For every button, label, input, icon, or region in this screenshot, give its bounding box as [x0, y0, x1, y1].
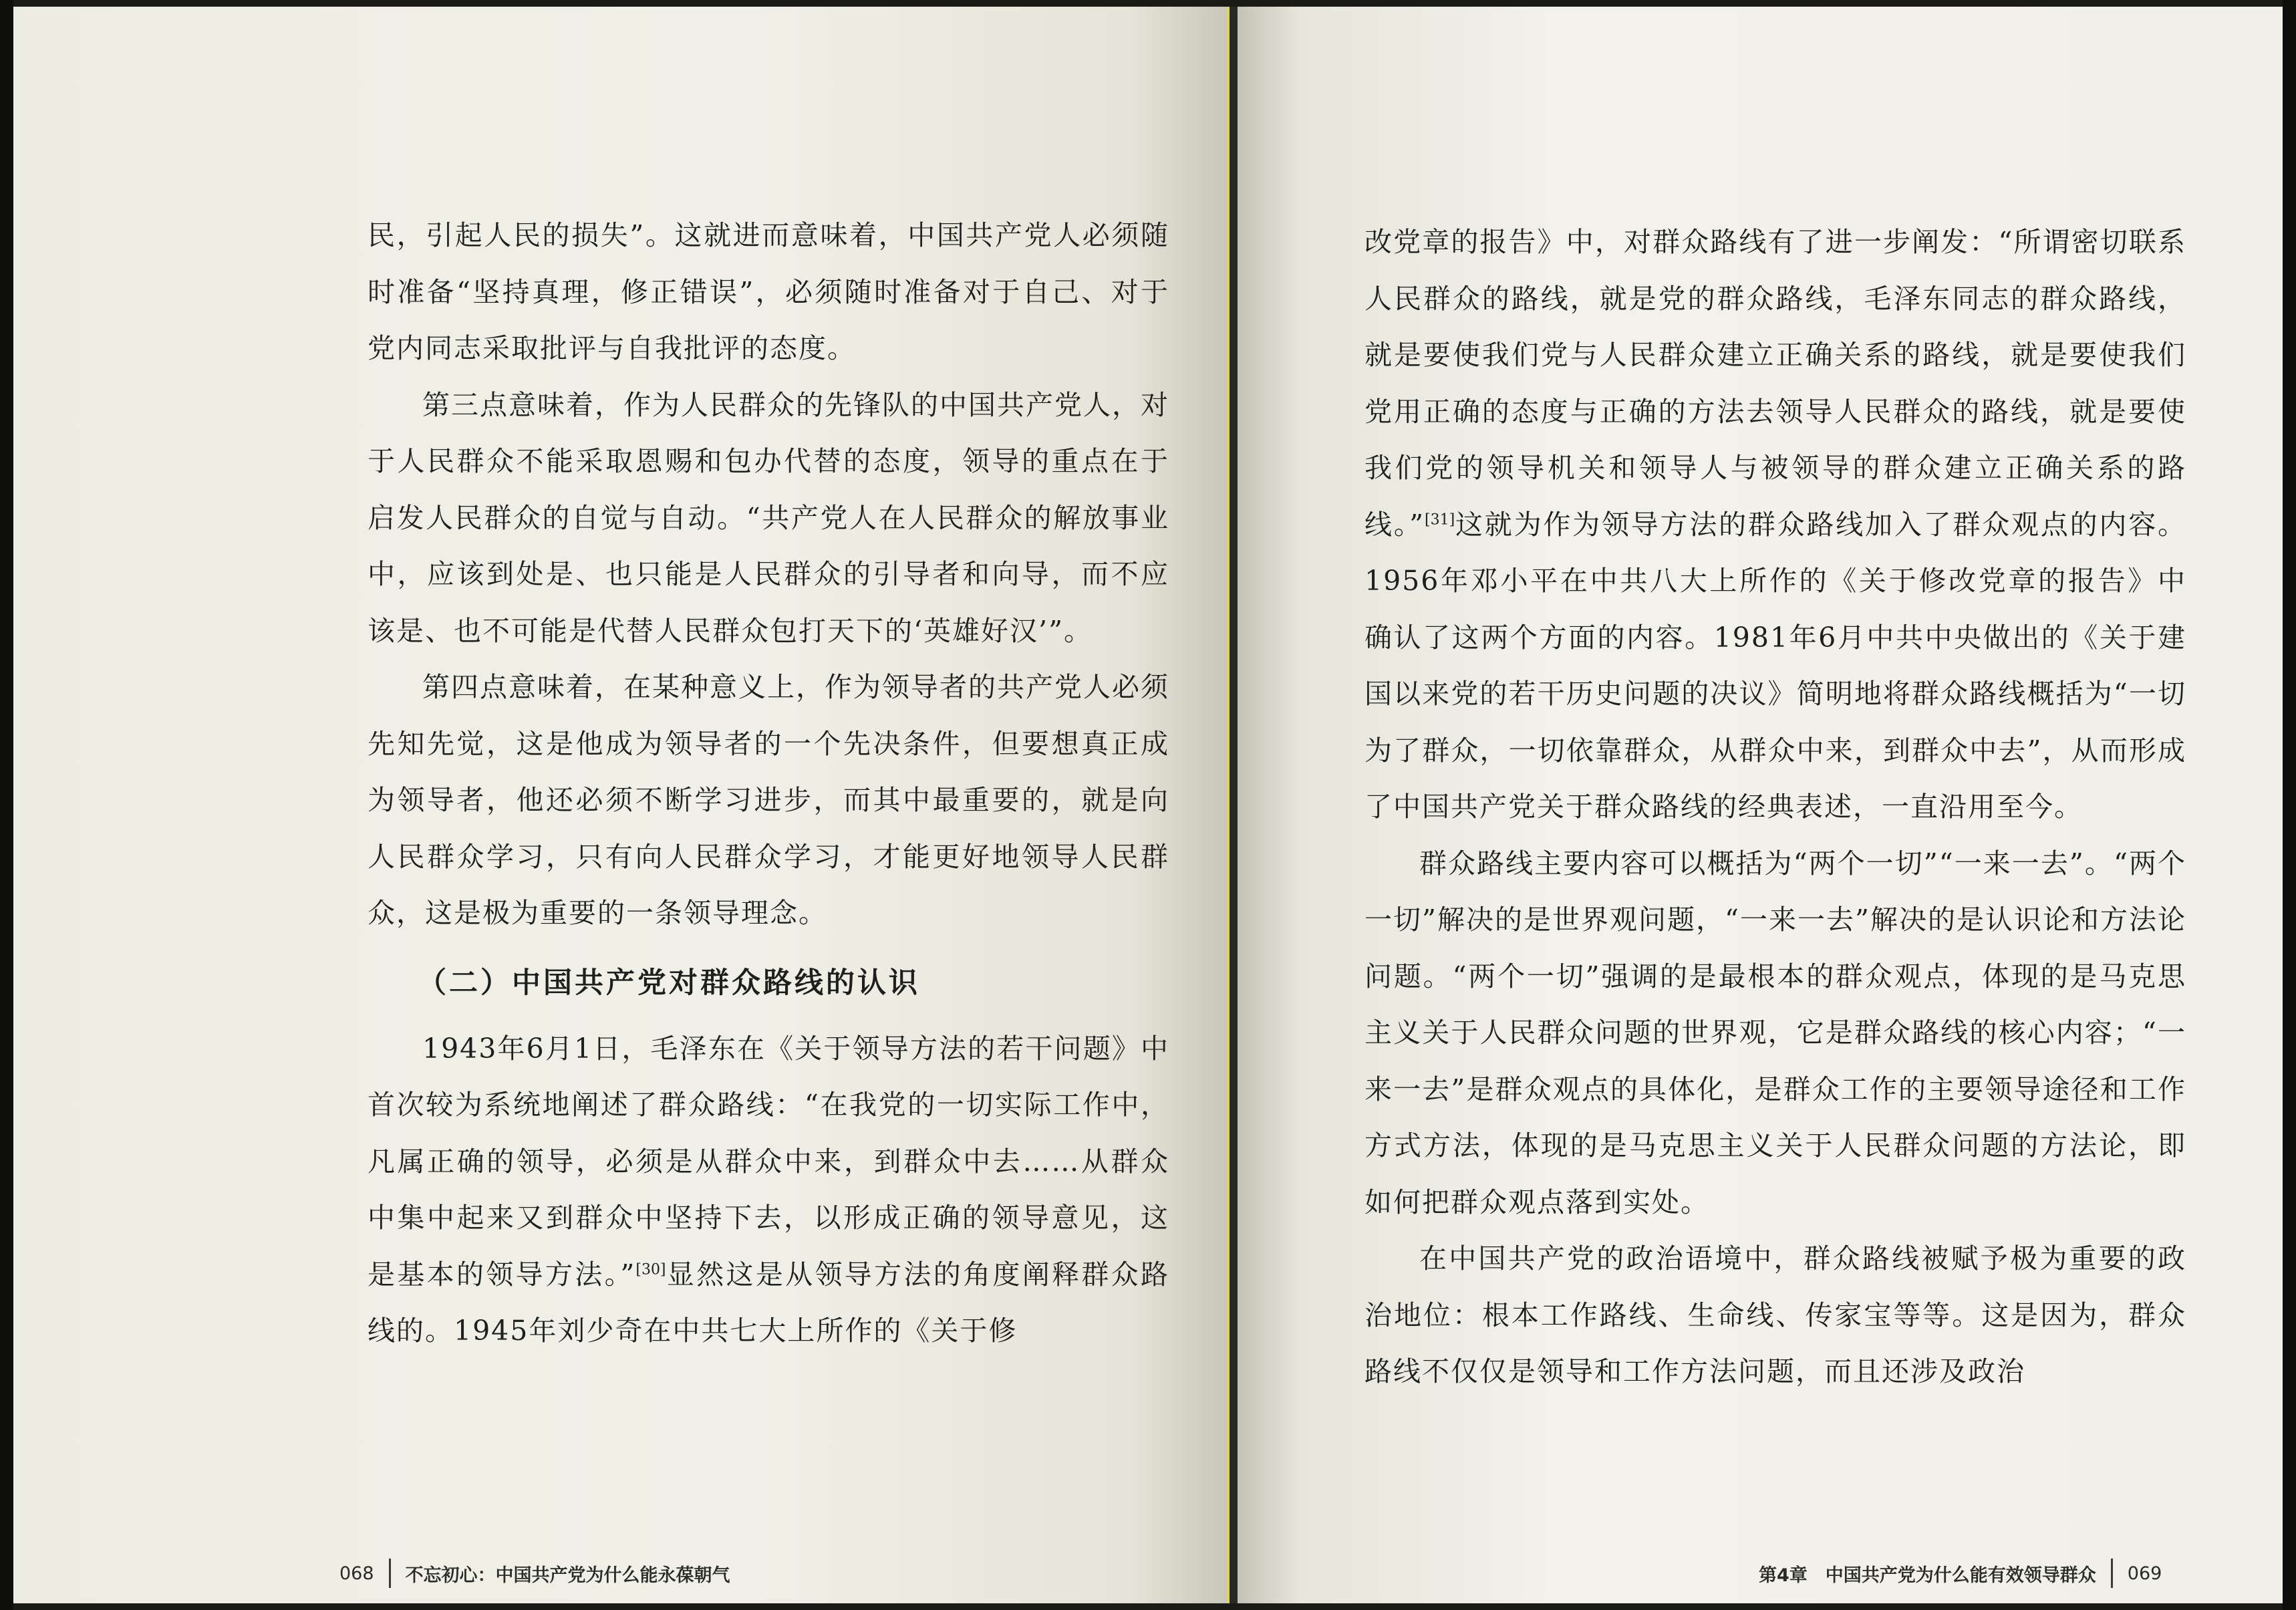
book-gutter: [1230, 7, 1238, 1603]
left-footer: [339, 1559, 730, 1588]
section-heading: （二）中国共产党对群众路线的认识: [418, 966, 920, 1000]
right-footer: [1759, 1559, 2162, 1588]
right-paragraph-2: 群众路线主要内容可以概括为“两个一切”“一来一去”。“两个一切”解决的是世界观问题，“一来一去”解决的是认识论和方法论问题。“两个一切”强调的是最根本的群众观点，体现的是马克思主义关于人民群众问题的世界观，它是群众路线的核心内容；“一来一去”是群众观点的具体化，是群众工作的主要领导途径和工作方式方法，体现的是马克思主义关于人民群众问题的方法论，即如何把群众观点落到实处。: [1365, 847, 2186, 1218]
footer-divider: [2111, 1559, 2113, 1588]
left-page-text: [368, 207, 1169, 1359]
left-running-title: 不忘初心：中国共产党为什么能永葆朝气: [405, 1565, 730, 1586]
right-page: [1238, 7, 2283, 1603]
right-page-number: 069: [2127, 1563, 2162, 1584]
left-paragraph-4: [368, 1021, 1169, 1359]
left-paragraph-4-text-a: 1943年6月1日，毛泽东在《关于领导方法的若干问题》中首次较为系统地阐述了群众路线：“在我党的一切实际工作中，凡属正确的领导，必须是从群众中来，到群众中去……从群众中集中起来又到群众中坚持下去，以形成正确的领导意见，这是基本的领导方法。”: [368, 1032, 1169, 1291]
right-paragraph-1-text-a: 改党章的报告》中，对群众路线有了进一步阐发：“所谓密切联系人民群众的路线，就是党的群众路线，毛泽东同志的群众路线，就是要使我们党与人民群众建立正确关系的路线，就是要使我们党用正确的态度与正确的方法去领导人民群众的路线，就是要使我们党的领导机关和领导人与被领导的群众建立正确关系的路线。”: [1365, 226, 2186, 541]
right-paragraph-3: 在中国共产党的政治语境中，群众路线被赋予极为重要的政治地位：根本工作路线、生命线、传家宝等等。这是因为，群众路线不仅仅是领导和工作方法问题，而且还涉及政治: [1365, 1242, 2186, 1387]
book-spread: [13, 7, 2283, 1603]
footer-divider: [389, 1559, 391, 1588]
footnote-ref-31: [31]: [1425, 511, 1455, 528]
left-paragraph-2: 第三点意味着，作为人民群众的先锋队的中国共产党人，对于人民群众不能采取恩赐和包办代替的态度，领导的重点在于启发人民群众的自觉与自动。“共产党人在人民群众的解放事业中，应该到处是、也只能是人民群众的引导者和向导，而不应该是、也不可能是代替人民群众包打天下的‘英雄好汉’”。: [368, 388, 1169, 647]
left-page: [13, 7, 1230, 1603]
left-paragraph-3: 第四点意味着，在某种意义上，作为领导者的共产党人必须先知先觉，这是他成为领导者的一个先决条件，但要想真正成为领导者，他还必须不断学习进步，而其中最重要的，就是向人民群众学习，只有向人民群众学习，才能更好地领导人民群众，这是极为重要的一条领导理念。: [368, 671, 1169, 929]
right-paragraph-1-text-b: 这就为作为领导方法的群众路线加入了群众观点的内容。1956年邓小平在中共八大上所作的《关于修改党章的报告》中确认了这两个方面的内容。1981年6月中共中央做出的《关于建国以来党的若干历史问题的决议》简明地将群众路线概括为“一切为了群众，一切依靠群众，从群众中来，到群众中去”，从而形成了中国共产党关于群众路线的经典表述，一直沿用至今。: [1365, 508, 2186, 823]
right-chapter-title: 第4章 中国共产党为什么能有效领导群众: [1759, 1565, 2096, 1586]
scan-left-edge: [0, 0, 13, 1610]
scan-right-edge: [2283, 0, 2296, 1610]
left-paragraph-1: 民，引起人民的损失”。这就进而意味着，中国共产党人必须随时准备“坚持真理，修正错误”，必须随时准备对于自己、对于党内同志采取批评与自我批评的态度。: [368, 219, 1169, 364]
left-page-number: 068: [339, 1563, 374, 1584]
footnote-ref-30: [30]: [635, 1260, 666, 1278]
right-page-text: [1365, 214, 2186, 1400]
left-paragraph-4-text-b: 显然这是从领导方法的角度阐释群众路线的。1945年刘少奇在中共七大上所作的《关于修: [368, 1258, 1169, 1347]
right-paragraph-1: [1365, 214, 2186, 835]
